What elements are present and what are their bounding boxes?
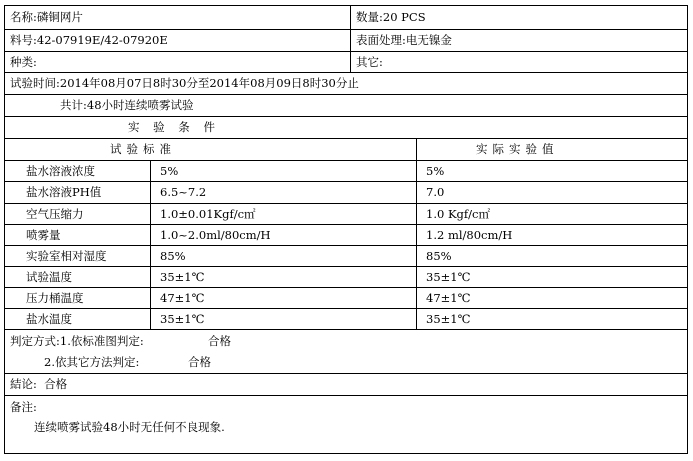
row-divider <box>4 224 688 225</box>
row-divider <box>4 29 688 30</box>
row-divider <box>4 203 688 204</box>
quantity: 数量:20 PCS <box>356 10 426 24</box>
row-label: 压力桶温度 <box>26 291 84 305</box>
conditions-title: 实 验 条 件 <box>128 120 220 134</box>
row-standard: 85% <box>160 249 186 263</box>
row-divider <box>4 245 688 246</box>
column-divider <box>350 5 351 73</box>
row-standard: 47±1℃ <box>160 291 205 305</box>
row-divider <box>4 138 688 139</box>
row-divider <box>4 329 688 330</box>
row-label: 盐水溶液PH值 <box>26 185 102 199</box>
row-divider <box>4 266 688 267</box>
conclusion: 結论: 合格 <box>10 377 68 391</box>
row-standard: 35±1℃ <box>160 312 205 326</box>
surface-treatment: 表面处理:电无镍金 <box>356 33 452 47</box>
other: 其它: <box>356 55 383 69</box>
row-label: 试验温度 <box>26 270 72 284</box>
row-standard: 1.0±0.01Kgf/c㎡ <box>160 207 256 221</box>
row-label: 盐水溶液浓度 <box>26 164 95 178</box>
row-actual: 7.0 <box>426 185 445 199</box>
row-standard: 35±1℃ <box>160 270 205 284</box>
row-standard: 1.0~2.0ml/80cm/H <box>160 228 271 242</box>
column-header-standard: 试验标准 <box>110 142 176 156</box>
row-divider <box>4 395 688 396</box>
row-divider <box>4 116 688 117</box>
row-divider <box>4 373 688 374</box>
row-label: 实验室相对湿度 <box>26 249 107 263</box>
row-actual: 1.2 ml/80cm/H <box>426 228 513 242</box>
row-actual: 5% <box>426 164 445 178</box>
test-time: 试验时间:2014年08月07日8时30分至2014年08月09日8时30分止 <box>10 76 359 90</box>
row-actual: 1.0 Kgf/c㎡ <box>426 207 490 221</box>
column-header-actual: 实际实验值 <box>476 142 559 156</box>
row-divider <box>4 72 688 73</box>
remarks-title: 备注: <box>10 400 37 414</box>
judgement-method-2: 2.依其它方法判定: <box>44 355 140 369</box>
column-divider <box>416 138 417 330</box>
row-actual: 35±1℃ <box>426 270 471 284</box>
row-divider <box>4 160 688 161</box>
judgement-result-2: 合格 <box>188 355 211 369</box>
column-divider <box>150 160 151 330</box>
remarks-text: 连续喷雾试验48小时无任何不良现象. <box>34 420 225 434</box>
row-label: 喷雾量 <box>26 228 61 242</box>
row-actual: 85% <box>426 249 452 263</box>
judgement-method-1: 判定方式:1.依标准图判定: <box>10 334 144 348</box>
total-duration: 共计:48小时连续喷雾试验 <box>60 98 194 112</box>
category: 种类: <box>10 55 37 69</box>
row-divider <box>4 51 688 52</box>
row-divider <box>4 181 688 182</box>
row-label: 空气压缩力 <box>26 207 84 221</box>
part-name: 名称:磷铜网片 <box>10 10 83 24</box>
row-divider <box>4 94 688 95</box>
row-actual: 35±1℃ <box>426 312 471 326</box>
row-divider <box>4 287 688 288</box>
row-standard: 5% <box>160 164 179 178</box>
row-actual: 47±1℃ <box>426 291 471 305</box>
row-label: 盐水温度 <box>26 312 72 326</box>
row-divider <box>4 308 688 309</box>
judgement-result-1: 合格 <box>208 334 231 348</box>
row-standard: 6.5~7.2 <box>160 185 207 199</box>
part-number: 料号:42-07919E/42-07920E <box>10 33 168 47</box>
